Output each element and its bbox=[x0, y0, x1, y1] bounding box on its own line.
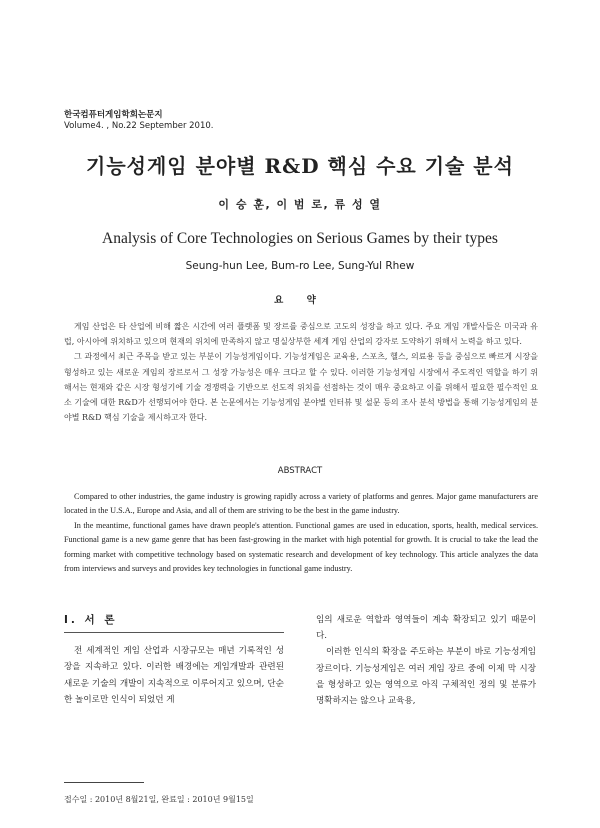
korean-abstract-paragraph: 그 과정에서 최근 주목을 받고 있는 부분이 기능성게임이다. 기능성게임은 교육용, 스포츠, 헬스, 의료용 등을 중심으로 빠르게 시장을 형성하고 있는 새로운 게임의 장르로서 그 성장 가능성은 매우 크다고 할 수 있다. 이러한 기능성게임 시장에서 주도적인 역할을 하기 위해서는 현재와 같은 시장 형성기에 기술 경쟁력을 기반으로 선도적 위치를 선점하는 것이 매우 중요하고 이를 위해서 필요한 필수적인 요소 기술에 대한 R&D가 선행되어야 한다. 본 논문에서는 기능성게임 분야별 인터뷰 및 설문 등의 조사 분석 방법을 통해 기능성게임의 분야별 R&D 핵심 기술을 제시하고자 한다. bbox=[64, 352, 538, 423]
english-abstract-paragraph: In the meantime, functional games have drawn people's attention. Functional games are used in education, sports, health, medical services. Functional game is a new game genre that has been fast-growing in the market with high potential for growth. It is crucial to take the lead the forming market with competitive technology based on systematic research and development of key technology. This article analyzes the data from interviews and surveys and provides key technologies in functional game industry. bbox=[64, 520, 538, 574]
english-abstract-paragraph: Compared to other industries, the game industry is growing rapidly across a variety of platforms and genres. Major game manufacturers are located in the U.S.A., Europe and Asia, and all of them are striving to be the best in the game industry. bbox=[64, 492, 538, 516]
body-paragraph: 임의 새로운 역할과 영역들이 계속 확장되고 있기 때문이다. bbox=[316, 615, 536, 642]
paper-title-english: Analysis of Core Technologies on Serious Games by their types bbox=[102, 230, 498, 247]
body-paragraph: 전 세계적인 게임 산업과 시장규모는 매년 기록적인 성장을 지속하고 있다. 이러한 배경에는 게임개발과 관련된 새로운 기술의 개발이 지속적으로 이루어지고 있으며, 단순한 놀이로만 인식이 되었던 게 bbox=[64, 646, 284, 705]
received-date-footnote: 접수일 : 2010년 8월21일, 완료일 : 2010년 9월15일 bbox=[64, 795, 254, 804]
journal-header bbox=[64, 110, 213, 132]
section-heading: Ⅰ. 서 론 bbox=[64, 614, 118, 626]
section-divider bbox=[64, 632, 284, 633]
body-paragraph: 이러한 인식의 확장을 주도하는 부분이 바로 기능성게임 장르이다. 기능성게임은 여러 게임 장르 중에 이제 막 시장을 형성하고 있는 영역으로 아직 구체적인 정의 및 분류가 명확하지는 않으나 교육용, bbox=[316, 647, 536, 707]
paper-title-korean: 기능성게임 분야별 R&D 핵심 수요 기술 분석 bbox=[86, 154, 514, 178]
english-abstract-heading: ABSTRACT bbox=[277, 466, 323, 476]
journal-name: 한국컴퓨터게임학회논문지 bbox=[64, 110, 163, 120]
footnote-divider bbox=[64, 782, 144, 783]
body-column-right bbox=[316, 612, 536, 709]
english-abstract bbox=[64, 490, 538, 576]
authors-english: Seung-hun Lee, Bum-ro Lee, Sung-Yul Rhew bbox=[185, 260, 415, 272]
body-column-left bbox=[64, 612, 284, 708]
korean-abstract-paragraph: 게임 산업은 타 산업에 비해 짧은 시간에 여러 플랫폼 및 장르를 중심으로 고도의 성장을 하고 있다. 주요 게임 개발사들은 미국과 유럽, 아시아에 위치하고 있으며 현재의 위치에 만족하지 않고 명실상부한 세계 게임 산업의 강자로 도약하기 위해서 노력을 하고 있다. bbox=[64, 322, 538, 347]
korean-abstract bbox=[64, 319, 538, 425]
authors-korean: 이 승 훈, 이 범 로, 류 성 열 bbox=[218, 198, 382, 211]
korean-abstract-heading: 요 약 bbox=[274, 295, 326, 306]
journal-issue: Volume4. , No.22 September 2010. bbox=[64, 121, 214, 131]
